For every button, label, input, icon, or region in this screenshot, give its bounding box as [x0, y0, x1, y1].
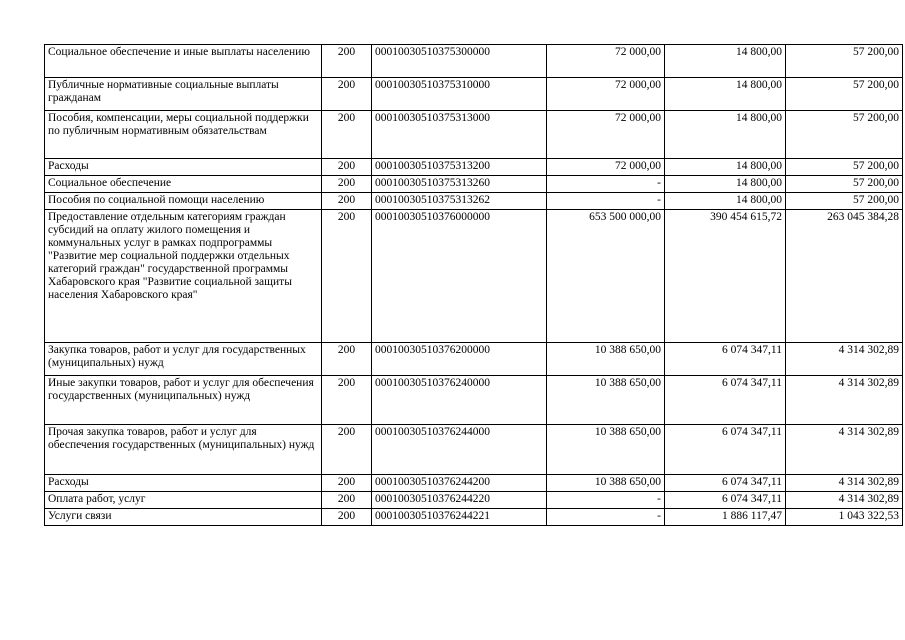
row-kbk: 00010030510375313260 — [372, 176, 547, 193]
row-approved: 653 500 000,00 — [547, 210, 665, 343]
row-kbk: 00010030510376244221 — [372, 509, 547, 526]
row-approved: 72 000,00 — [547, 111, 665, 159]
budget-execution-table — [44, 44, 903, 526]
row-approved: 10 388 650,00 — [547, 376, 665, 425]
row-approved: - — [547, 509, 665, 526]
row-name: Предоставление отдельным категориям граждан субсидий на оплату жилого помещения и коммунальных услуг в рамках подпрограммы "Развитие мер социальной поддержки отдельных категорий граждан" государственной программы Хабаровского края "Развитие социальной защиты населения Хабаровского края" — [45, 210, 322, 343]
row-name: Иные закупки товаров, работ и услуг для обеспечения государственных (муниципальных) нужд — [45, 376, 322, 425]
row-name: Услуги связи — [45, 509, 322, 526]
table-row — [45, 176, 903, 193]
row-kbk: 00010030510375310000 — [372, 78, 547, 111]
table-row — [45, 475, 903, 492]
row-remaining: 57 200,00 — [786, 45, 903, 78]
row-code: 200 — [322, 492, 372, 509]
row-code: 200 — [322, 425, 372, 475]
table-row — [45, 159, 903, 176]
row-name: Социальное обеспечение и иные выплаты населению — [45, 45, 322, 78]
row-executed: 14 800,00 — [665, 159, 786, 176]
row-approved: - — [547, 492, 665, 509]
table-row — [45, 492, 903, 509]
row-remaining: 4 314 302,89 — [786, 376, 903, 425]
row-executed: 14 800,00 — [665, 176, 786, 193]
row-executed: 14 800,00 — [665, 111, 786, 159]
row-remaining: 263 045 384,28 — [786, 210, 903, 343]
table-row — [45, 78, 903, 111]
row-kbk: 00010030510376244000 — [372, 425, 547, 475]
row-code: 200 — [322, 210, 372, 343]
row-approved: 72 000,00 — [547, 159, 665, 176]
row-name: Оплата работ, услуг — [45, 492, 322, 509]
row-executed: 6 074 347,11 — [665, 425, 786, 475]
row-name: Закупка товаров, работ и услуг для государственных (муниципальных) нужд — [45, 343, 322, 376]
row-code: 200 — [322, 78, 372, 111]
row-executed: 6 074 347,11 — [665, 492, 786, 509]
table-row — [45, 45, 903, 78]
row-name: Пособия по социальной помощи населению — [45, 193, 322, 210]
table-row — [45, 425, 903, 475]
row-name: Прочая закупка товаров, работ и услуг для обеспечения государственных (муниципальных) нужд — [45, 425, 322, 475]
row-remaining: 4 314 302,89 — [786, 492, 903, 509]
row-executed: 390 454 615,72 — [665, 210, 786, 343]
row-executed: 14 800,00 — [665, 78, 786, 111]
table-row — [45, 210, 903, 343]
row-remaining: 4 314 302,89 — [786, 475, 903, 492]
row-code: 200 — [322, 343, 372, 376]
table-row — [45, 343, 903, 376]
row-approved: 10 388 650,00 — [547, 475, 665, 492]
row-name: Публичные нормативные социальные выплаты гражданам — [45, 78, 322, 111]
row-code: 200 — [322, 475, 372, 492]
row-kbk: 00010030510375313000 — [372, 111, 547, 159]
row-remaining: 57 200,00 — [786, 78, 903, 111]
row-approved: - — [547, 176, 665, 193]
row-remaining: 57 200,00 — [786, 111, 903, 159]
row-remaining: 1 043 322,53 — [786, 509, 903, 526]
row-kbk: 00010030510376244200 — [372, 475, 547, 492]
row-approved: - — [547, 193, 665, 210]
row-code: 200 — [322, 193, 372, 210]
row-code: 200 — [322, 111, 372, 159]
row-kbk: 00010030510376200000 — [372, 343, 547, 376]
row-code: 200 — [322, 509, 372, 526]
table-row — [45, 509, 903, 526]
row-approved: 10 388 650,00 — [547, 343, 665, 376]
row-code: 200 — [322, 376, 372, 425]
row-remaining: 4 314 302,89 — [786, 343, 903, 376]
row-remaining: 4 314 302,89 — [786, 425, 903, 475]
row-kbk: 00010030510376244220 — [372, 492, 547, 509]
row-approved: 10 388 650,00 — [547, 425, 665, 475]
row-name: Расходы — [45, 475, 322, 492]
row-executed: 6 074 347,11 — [665, 343, 786, 376]
row-kbk: 00010030510376000000 — [372, 210, 547, 343]
row-code: 200 — [322, 159, 372, 176]
row-kbk: 00010030510375300000 — [372, 45, 547, 78]
row-name: Социальное обеспечение — [45, 176, 322, 193]
row-code: 200 — [322, 45, 372, 78]
row-executed: 14 800,00 — [665, 193, 786, 210]
table-row — [45, 376, 903, 425]
row-kbk: 00010030510375313200 — [372, 159, 547, 176]
row-executed: 6 074 347,11 — [665, 376, 786, 425]
row-remaining: 57 200,00 — [786, 159, 903, 176]
row-name: Пособия, компенсации, меры социальной поддержки по публичным нормативным обязательствам — [45, 111, 322, 159]
row-executed: 1 886 117,47 — [665, 509, 786, 526]
row-kbk: 00010030510376240000 — [372, 376, 547, 425]
row-name: Расходы — [45, 159, 322, 176]
row-remaining: 57 200,00 — [786, 176, 903, 193]
table-row — [45, 111, 903, 159]
row-executed: 14 800,00 — [665, 45, 786, 78]
row-approved: 72 000,00 — [547, 45, 665, 78]
row-executed: 6 074 347,11 — [665, 475, 786, 492]
row-approved: 72 000,00 — [547, 78, 665, 111]
table-row — [45, 193, 903, 210]
row-code: 200 — [322, 176, 372, 193]
row-remaining: 57 200,00 — [786, 193, 903, 210]
row-kbk: 00010030510375313262 — [372, 193, 547, 210]
